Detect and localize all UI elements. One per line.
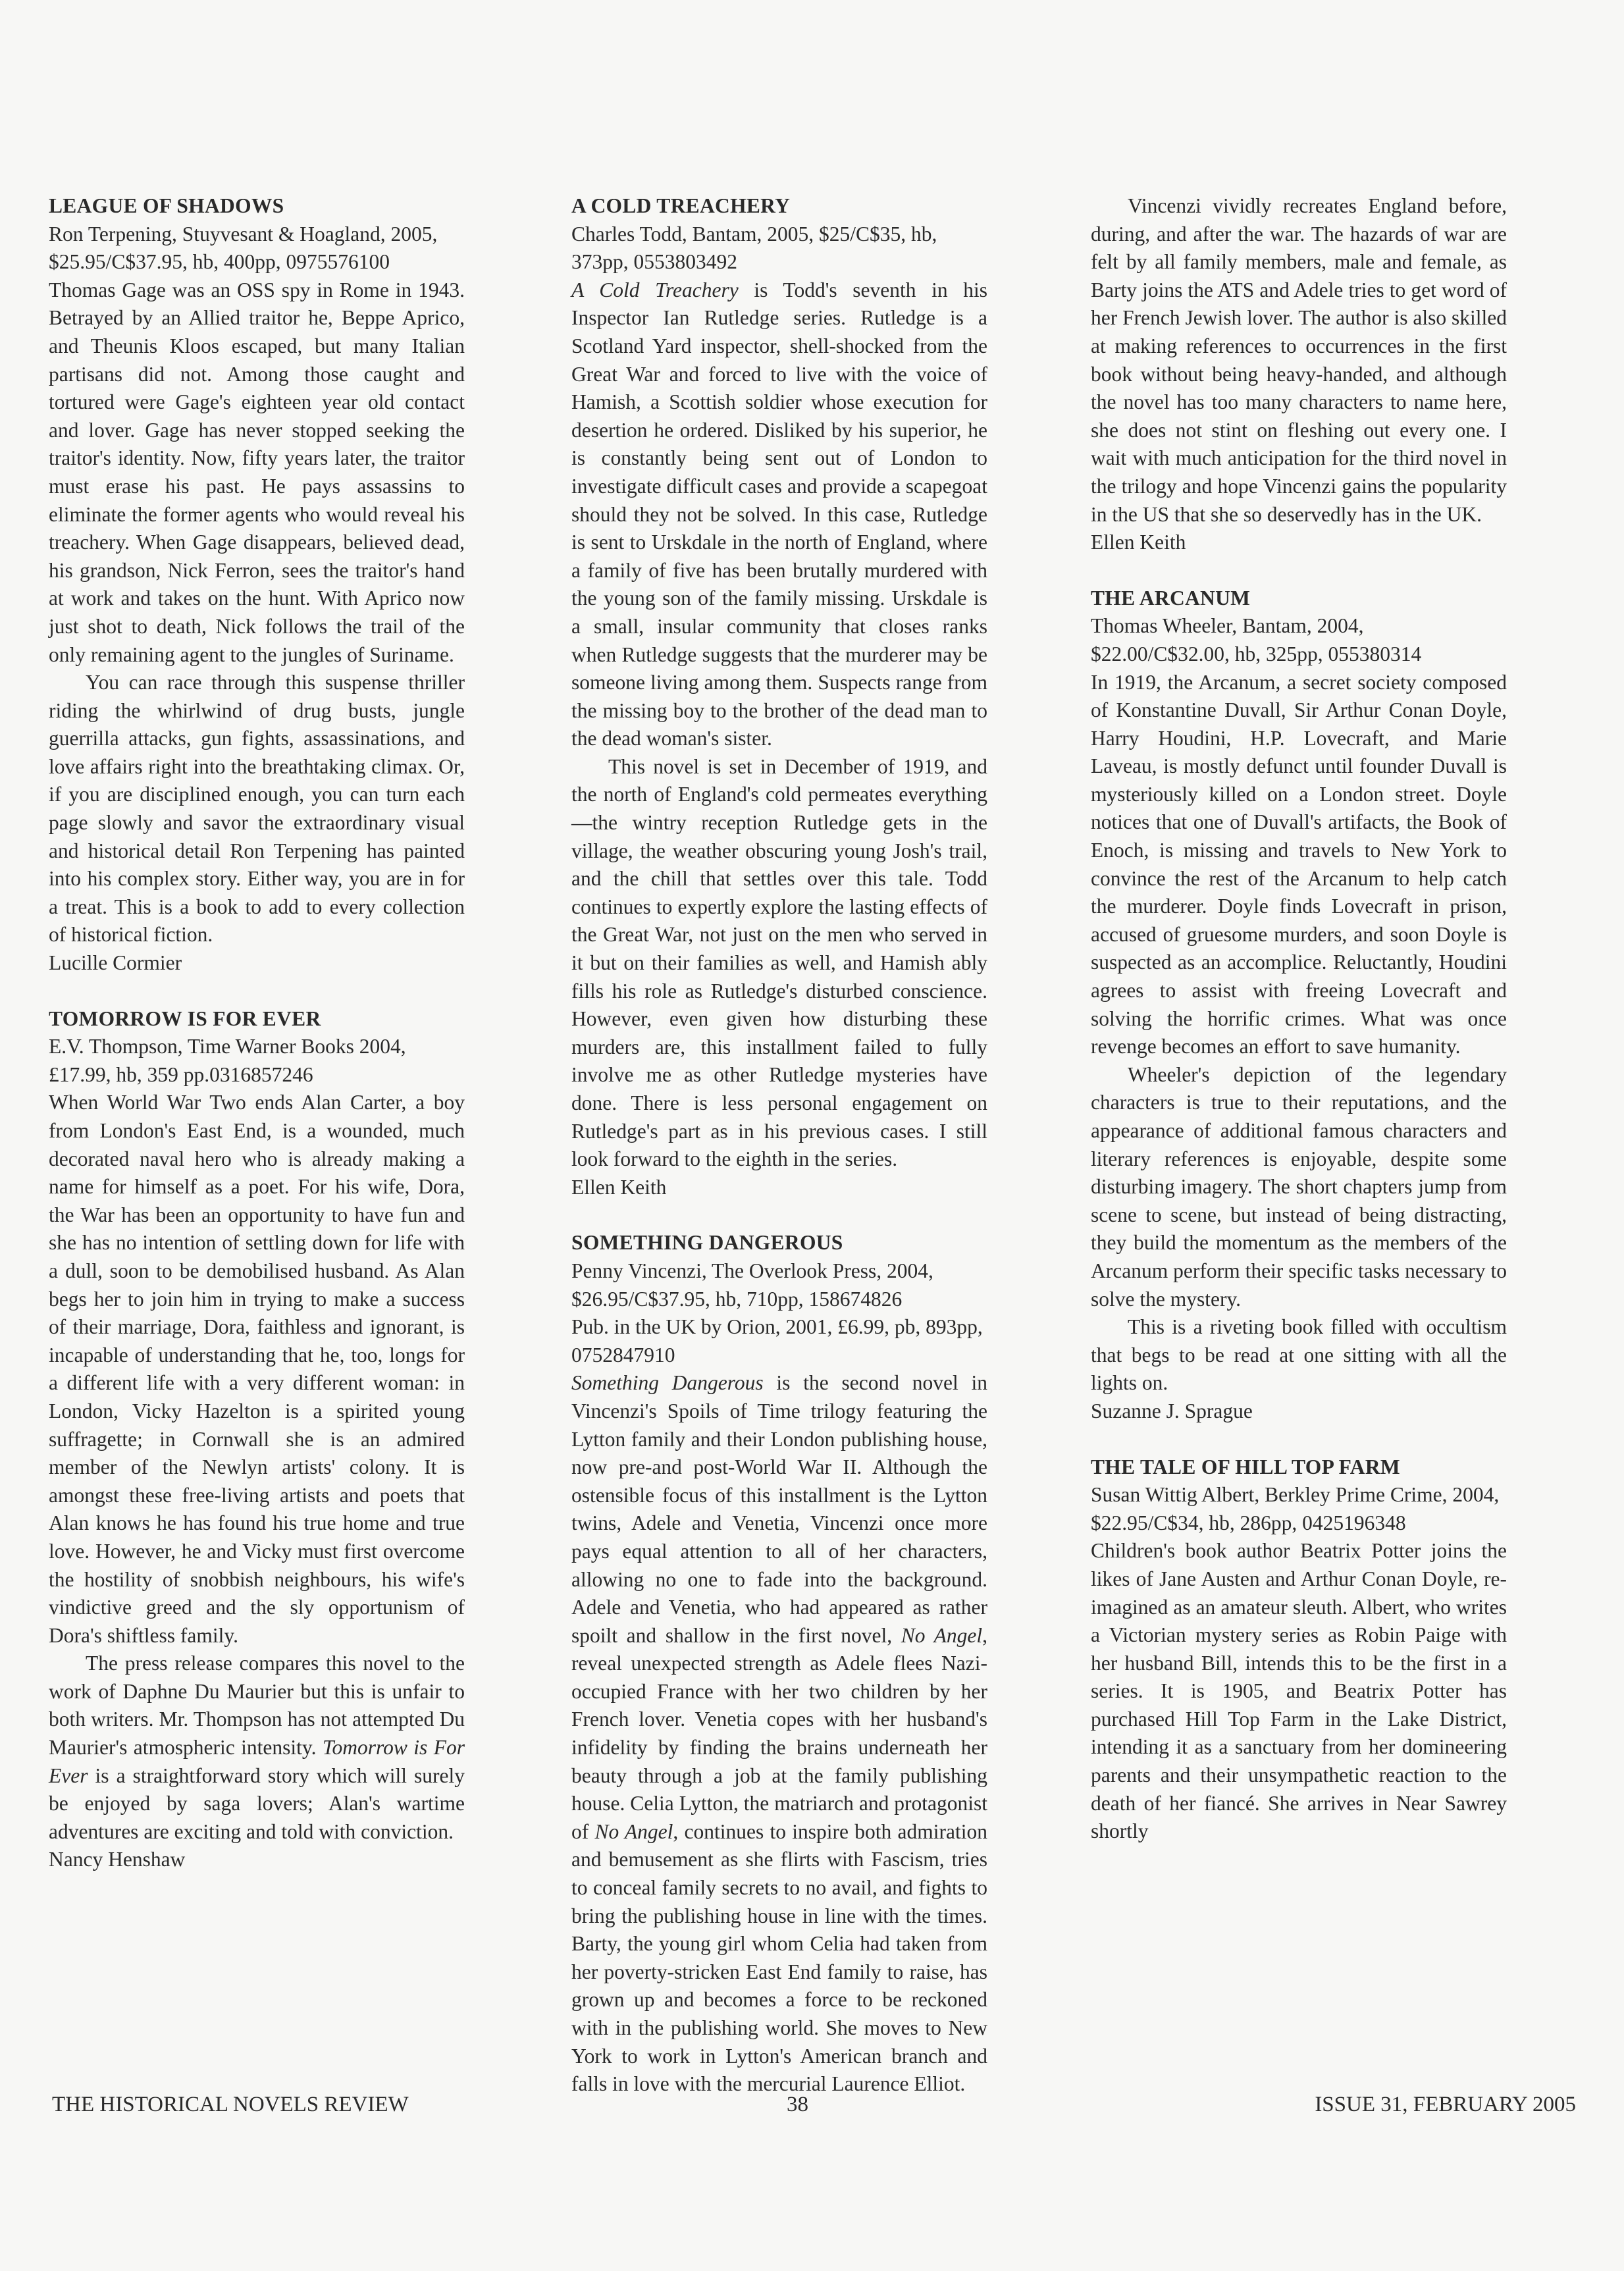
review-a-cold-treachery (571, 192, 987, 1201)
book-info: Susan Wittig Albert, Berkley Prime Crime, 2004, $22.95/C$34, hb, 286pp, 0425196348 (1091, 1483, 1500, 1534)
book-title-italic: Something Dangerous (571, 1371, 764, 1395)
column-right (1091, 192, 1507, 1846)
review-paragraph (571, 1369, 987, 2098)
column-middle (571, 192, 987, 2099)
book-info: Penny Vincenzi, The Overlook Press, 2004, $26.95/C$37.95, hb, 710pp, 158674826 (571, 1259, 933, 1311)
text-segment: is the second novel in Vincenzi's Spoils of Time trilogy featuring the Lytton family and their London publishing house, now pre-and post-World War II. Although the ostensible focus of this installment is the Lytton twins, Adele and Venetia, Vincenzi once more pays equal attention to all of her characters, allowing no one to fade into the background. Adele and Venetia, who had appeared as rather spoilt and shallow in the first novel, (571, 1371, 988, 1647)
reviewer-name: Ellen Keith (571, 1175, 667, 1199)
publication-name: THE HISTORICAL NOVELS REVIEW (52, 2093, 409, 2116)
review-paragraph: When World War Two ends Alan Carter, a boy from London's East End, is a wounded, much decorated naval hero who is already making a name for himself as a poet. For his wife, Dora, the War has been an opportunity to have fun and she has no intention of settling down for life with a dull, soon to be demobilised husband. As Alan begs her to join him in trying to make a success of their marriage, Dora, faithless and ignorant, is incapable of understanding that he, too, longs for a different life with a very different woman: in London, Vicky Hazelton is a spirited young suffragette; in Cornwall she is an admired member of the Newlyn artists' colony. It is amongst these free-living artists and poets that Alan knows he has found his true home and true love. However, he and Vicky must first overcome the hostility of snobbish neighbours, his wife's vindictive greed and the sly opportunism of Dora's shiftless family. (49, 1091, 465, 1647)
reviewer-name: Suzanne J. Sprague (1091, 1399, 1253, 1423)
review-paragraph: In 1919, the Arcanum, a secret society composed of Konstantine Duvall, Sir Arthur Conan Doyle, Harry Houdini, H.P. Lovecraft, and Marie Laveau, is mostly defunct until founder Duvall is mysteriously killed on a London street. Doyle notices that one of Duvall's artifacts, the Book of Enoch, is missing and travels to New York to convince the rest of the Arcanum to help catch the murderer. Doyle finds Lovecraft in prison, accused of gruesome murders, and soon Doyle is suspected as an accomplice. Reluctantly, Houdini agrees to assist with freeing Lovecraft and solving the horrific crimes. What was once revenge becomes an effort to save humanity. (1091, 670, 1507, 1058)
review-paragraph: Wheeler's depiction of the legendary characters is true to their reputations, and the appearance of additional famous characters and literary references is enjoyable, despite some disturbing imagery. The short chapters jump from scene to scene, but instead of being distracting, they build the momentum as the members of the Arcanum perform their specific tasks necessary to solve the mystery. (1091, 1062, 1507, 1311)
review-league-of-shadows (49, 192, 465, 978)
book-info: E.V. Thompson, Time Warner Books 2004, £17.99, hb, 359 pp.0316857246 (49, 1035, 406, 1086)
text-segment: The press release compares this novel to the work of Daphne Du Maurier but this is unfair to both writers. Mr. Thompson has not attempted Du Maurier's atmospheric intensity. (49, 1652, 465, 1760)
reviewer-name: Lucille Cormier (49, 951, 182, 975)
reviewer-name: Ellen Keith (1091, 531, 1186, 554)
text-segment: , continues to inspire both admiration and bemusement as she flirts with Fascism, tries to conceal family secrets to no avail, and fights to bring the publishing house in line with the times. Barty, the young girl whom Celia had taken from her poverty-stricken East End family to raise, has grown up and becomes a force to be reckoned with in the publishing world. She moves to New York to work in Lytton's American branch and falls in love with the mercurial Laurence Elliot. (571, 1819, 987, 2096)
book-info: Thomas Wheeler, Bantam, 2004, $22.00/C$32.00, hb, 325pp, 055380314 (1091, 614, 1422, 666)
review-the-arcanum (1091, 585, 1507, 1426)
book-info: Charles Todd, Bantam, 2005, $25/C$35, hb, 373pp, 0553803492 (571, 222, 937, 274)
review-paragraph: Children's book author Beatrix Potter joins the likes of Jane Austen and Arthur Conan Doyle, re-imagined as an amateur sleuth. Albert, who writes a Victorian mystery series as Robin Paige with her husband Bill, intends this to be the first in a series. It is 1905, and Beatrix Potter has purchased Hill Top Farm in the Lake District, intending it as a sanctuary from her domineering parents and their unsympathetic reaction to the death of her fiancé. She arrives in Near Sawrey shortly (1091, 1539, 1507, 1843)
book-info-uk: Pub. in the UK by Orion, 2001, £6.99, pb, 893pp, 0752847910 (571, 1315, 983, 1367)
review-title: THE TALE OF HILL TOP FARM (1091, 1455, 1400, 1478)
text-segment: is a straightforward story which will surely be enjoyed by saga lovers; Alan's wartime adventures are exciting and told with conviction. (49, 1763, 465, 1843)
reviewer-name: Nancy Henshaw (49, 1848, 186, 1871)
review-paragraph: You can race through this suspense thriller riding the whirlwind of drug busts, jungle guerrilla attacks, gun fights, assassinations, and love affairs right into the breathtaking climax. Or, if you are disciplined enough, you can turn each page slowly and savor the extraordinary visual and historical detail Ron Terpening has painted into his complex story. Either way, you are in for a treat. This is a book to add to every collection of historical fiction. (49, 671, 465, 947)
review-something-dangerous-continued (1091, 192, 1507, 557)
text-segment: , reveal unexpected strength as Adele flees Nazi-occupied France with her two children by her French lover. Venetia copes with her husband's infidelity by finding the brains underneath her beauty through a job at the family publishing house. Celia Lytton, the matriarch and protagonist of (571, 1623, 987, 1843)
review-title: THE ARCANUM (1091, 586, 1251, 610)
column-left (49, 192, 465, 1874)
book-title-italic: No Angel (901, 1623, 983, 1647)
book-title-italic: Tomorrow is For Ever (49, 1736, 465, 1787)
book-title-italic: No Angel (594, 1819, 673, 1843)
review-title: A COLD TREACHERY (571, 194, 791, 217)
page-number: 38 (787, 2093, 808, 2116)
review-paragraph: This novel is set in December of 1919, and the north of England's cold permeates everything—the wintry reception Rutledge gets in the village, the weather obscuring young Josh's trail, and the chill that settles over this tale. Todd continues to expertly explore the lasting effects of the Great War, not just on the men who served in it but on their families as well, and Hamish ably fills his role as Rutledge's disturbed conscience. However, even given how disturbing these murders are, this installment failed to fully involve me as other Rutledge mysteries have done. There is less personal engagement on Rutledge's part as in his previous cases. I still look forward to the eighth in the series. (571, 754, 987, 1171)
review-paragraph: This is a riveting book filled with occultism that begs to be read at one sitting with all the lights on. (1091, 1315, 1507, 1395)
review-paragraph: Vincenzi vividly recreates England before, during, and after the war. The hazards of war are felt by all family members, male and female, as Barty joins the ATS and Adele tries to get word of her French Jewish lover. The author is also skilled at making references to occurrences in the first book without being heavy-handed, and although the novel has too many characters to name here, she does not stint on fleshing out every one. I wait with much anticipation for the third novel in the trilogy and hope Vincenzi gains the popularity in the US that she so deservedly has in the UK. (1091, 194, 1507, 526)
review-paragraph (49, 1650, 465, 1846)
review-something-dangerous (571, 1229, 987, 2098)
review-tomorrow-is-for-ever (49, 1005, 465, 1874)
book-title-italic: A Cold Treachery (571, 278, 739, 301)
review-paragraph: Thomas Gage was an OSS spy in Rome in 1943. Betrayed by an Allied traitor he, Beppe Aprico, and Theunis Kloos escaped, but many Italian partisans did not. Among those caught and tortured were Gage's eighteen year old contact and lover. Gage has never stopped seeking the traitor's identity. Now, fifty years later, the traitor must erase his past. He pays assassins to eliminate the former agents who would reveal his treachery. When Gage disappears, believed dead, his grandson, Nick Ferron, sees the traitor's hand at work and takes on the hunt. With Aprico now just shot to death, Nick follows the trail of the only remaining agent to the jungles of Suriname. (49, 278, 465, 666)
review-paragraph (571, 276, 987, 753)
review-title: LEAGUE OF SHADOWS (49, 194, 284, 217)
text-segment: is Todd's seventh in his Inspector Ian Rutledge series. Rutledge is a Scotland Yard inspector, shell-shocked from the Great War and forced to live with the voice of Hamish, a Scottish soldier whose execution for desertion he ordered. Disliked by his superior, he is constantly being sent out of London to investigate difficult cases and provide a scapegoat should they not be solved. In this case, Rutledge is sent to Urskdale in the north of England, where a family of five has been brutally murdered with the young son of the family missing. Urskdale is a small, insular community that closes ranks when Rutledge suggests that the murderer may be someone living among them. Suspects range from the missing boy to the brother of the dead man to the dead woman's sister. (571, 278, 987, 750)
review-the-tale-of-hill-top-farm (1091, 1453, 1507, 1846)
book-info: Ron Terpening, Stuyvesant & Hoagland, 2005, $25.95/C$37.95, hb, 400pp, 0975576100 (49, 222, 438, 274)
review-title: SOMETHING DANGEROUS (571, 1231, 843, 1255)
issue-info: ISSUE 31, FEBRUARY 2005 (1315, 2093, 1576, 2116)
review-title: TOMORROW IS FOR EVER (49, 1006, 321, 1030)
